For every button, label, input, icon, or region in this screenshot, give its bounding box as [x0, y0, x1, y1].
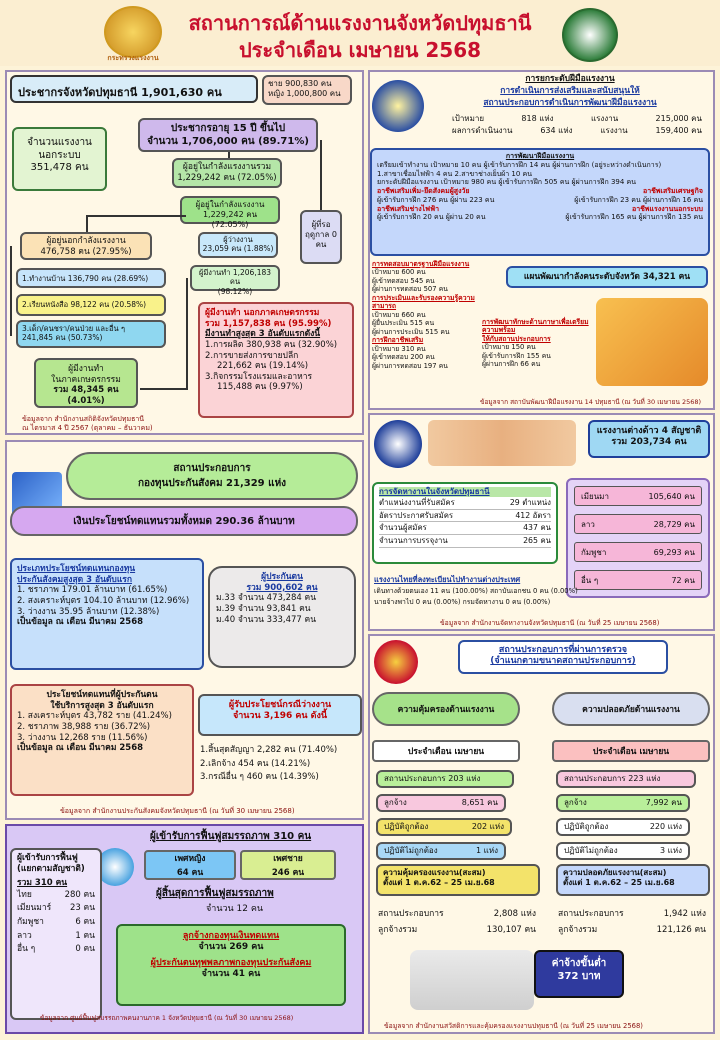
cert-applied: ผู้ยื่นประเมิน 515 คน: [372, 319, 435, 328]
skill-heading-2: การดำเนินการส่งเสริมและสนับสนุนให้: [500, 86, 640, 96]
nationality-row: [17, 916, 95, 930]
sso-count: กองทุนประกันสังคม 21,329 แห่ง: [137, 478, 287, 489]
left-noncompliant-label: ปฏิบัติไม่ถูกต้อง: [384, 846, 438, 855]
usage-item-1: 1. สงเคราะห์บุตร 43,782 ราย (41.24%): [17, 711, 172, 722]
employed-box: [190, 265, 280, 296]
benefit-types-title-2: ประกันสังคมสูงสุด 3 อันดับแรก: [17, 574, 133, 585]
occ-title: การฝึกอาชีพเสริม: [372, 336, 424, 345]
right-noncompliant: [556, 842, 690, 860]
nationality-title: ผู้เข้ารับการฟื้นฟู: [17, 853, 78, 863]
dev-box: [370, 148, 710, 256]
target-places: 818 แห่ง: [521, 114, 554, 123]
cum-left-places-value: 2,808 แห่ง: [493, 909, 536, 919]
rehab-source: ข้อมูลจาก ศูนย์ฟื้นฟูสมรรถภาพคนงานภาค 1 จังหวัดปทุมธานี (ณ วันที่ 30 เมษายน 2568): [40, 1014, 294, 1022]
left-noncompliant-value: 1 แห่ง: [476, 846, 498, 855]
usage-title: ประโยชน์ทดแทนที่ผู้ประกันตน: [46, 690, 158, 700]
cum-left-box: [376, 864, 540, 896]
abroad-row-1: เดินทางด้วยตนเอง 11 คน (100.00%) สถาบันเอกชน 0 คน (0.00%): [374, 587, 578, 595]
agri-box: [34, 358, 138, 408]
page-title: สถานการณ์ด้านแรงงานจังหวัดปทุมธานี: [188, 11, 532, 35]
lang-passed: ผู้ผ่านการฝึก 66 คน: [482, 360, 541, 369]
usage-item-2: 2. ชราภาพ 38,988 ราย (36.72%): [17, 721, 151, 732]
cum-right-employees-label: ลูกจ้างรวม: [558, 925, 598, 935]
insured-total: รวม 900,602 คน: [246, 582, 318, 593]
age15-value: จำนวน 1,706,000 คน (89.71%): [147, 135, 309, 147]
nationality-label: เมียนมาร์: [17, 903, 52, 914]
nationality-value: 280 คน: [64, 889, 95, 900]
in-force-value: 1,229,242 คน (72.05%): [177, 172, 277, 183]
connector: [86, 215, 186, 217]
employed-label: ผู้มีงานทำ 1,206,183 คน: [198, 268, 272, 287]
out-reason-1: 1.ทำงานบ้าน 136,790 คน (28.69%): [16, 268, 166, 288]
job-value: 265 คน: [523, 536, 551, 546]
female-label: เพศหญิง: [174, 854, 206, 864]
lang-block: [482, 318, 592, 369]
cum-right-period: ตั้งแต่ 1 ต.ค.62 – 25 เม.ย.68: [563, 878, 675, 887]
wage-illustration: [410, 950, 534, 1010]
cum-right-places-value: 1,942 แห่ง: [663, 909, 706, 919]
foreign-count: 105,640 คน: [648, 491, 695, 501]
out-of-force-value: 476,758 คน (27.95%): [40, 246, 132, 257]
occ-passed: ผู้ผ่านการทดสอบ 197 คน: [372, 361, 448, 370]
cum-left-employees-label: ลูกจ้างรวม: [378, 925, 418, 935]
nationality-row: [17, 943, 95, 957]
nationality-value: 1 คน: [75, 930, 95, 941]
safety-pill: ความปลอดภัยด้านแรงงาน: [552, 692, 710, 726]
left-compliant: [376, 818, 512, 836]
job-row: [379, 510, 551, 523]
sso-source: ข้อมูลจาก สำนักงานประกันสังคมจังหวัดปทุมธานี (ณ วันที่ 30 เมษายน 2568): [60, 807, 295, 815]
dev-elec-label: อาชีพเสริมช่างไฟฟ้า: [377, 204, 440, 213]
foreign-row: [574, 542, 702, 562]
male-box: [240, 850, 336, 880]
nationality-rows: [17, 889, 95, 957]
connector: [86, 215, 88, 232]
nationality-label: อื่น ๆ: [17, 944, 36, 955]
cum-right-title: ความปลอดภัยแรงงาน(สะสม): [563, 868, 667, 877]
population-gender: [262, 75, 352, 105]
std-target: เป้าหมาย 600 คน: [372, 268, 426, 277]
cum-right-places-label: สถานประกอบการ: [558, 909, 624, 919]
foreign-title-box: [588, 420, 710, 458]
unemployment-item-1: 1.สิ้นสุดสัญญา 2,282 คน (71.40%): [200, 745, 338, 755]
foreign-title: แรงงานต่างด้าว 4 สัญชาติ: [596, 426, 702, 436]
employed-value: (98.12%): [217, 286, 253, 296]
cum-right-box: [556, 864, 710, 896]
target-label: เป้าหมาย: [452, 114, 485, 123]
rehab-detail-box: [116, 924, 346, 1006]
benefit-type-3: 3. ว่างงาน 35.95 ล้านบาท (12.38%): [17, 606, 160, 617]
result-places: 634 แห่ง: [540, 126, 573, 135]
job-row: [379, 522, 551, 535]
foreign-count: 72 คน: [671, 575, 695, 585]
connector: [228, 152, 230, 158]
lang-title: การพัฒนาทักษะด้านภาษาเพื่อเตรียมความพร้อม: [482, 318, 589, 335]
left-compliant-label: ปฏิบัติถูกต้อง: [384, 822, 429, 831]
foreign-row: [574, 486, 702, 506]
skill-dept-logo: [372, 80, 424, 132]
month-right: ประจำเดือน เมษายน: [552, 740, 710, 762]
job-label: จำนวนการบรรจุงาน: [379, 536, 448, 546]
informal-label: จำนวนแรงงาน: [27, 137, 92, 148]
skill-source: ข้อมูลจาก สถาบันพัฒนาฝีมือแรงงาน 14 ปทุมธานี (ณ วันที่ 30 เมษายน 2568): [480, 398, 702, 406]
cum-right-employees-value: 121,126 คน: [656, 925, 706, 935]
disability-title: ผู้ประกันตนทุพพลภาพกองทุนประกันสังคม: [150, 957, 312, 968]
out-reason-3-label: 3.เด็ก/คนชรา/คนป่วย และอื่น ๆ: [22, 324, 126, 333]
cum-left-period: ตั้งแต่ 1 ต.ค.62 – 25 เม.ย.68: [383, 878, 495, 887]
foreign-count: 69,293 คน: [653, 547, 695, 557]
job-row: [379, 497, 551, 510]
right-noncompliant-value: 3 แห่ง: [660, 846, 682, 855]
unemployment-list: [200, 744, 360, 785]
top3-item-3-value: 115,488 คน (9.97%): [217, 382, 303, 393]
std-block: [372, 260, 482, 370]
foreign-count: 28,729 คน: [653, 519, 695, 529]
abroad-title: แรงงานไทยที่ลงทะเบียนไปทำงานต่างประเทศ: [374, 575, 521, 584]
right-places: สถานประกอบการ 223 แห่ง: [556, 770, 696, 788]
benefit-types-box: [10, 558, 204, 670]
occ-tested: ผู้เข้าทดสอบ 200 คน: [372, 353, 435, 362]
target-workers-label: แรงงาน: [590, 114, 619, 123]
job-box: [372, 482, 558, 564]
male-label: เพศชาย: [273, 854, 303, 864]
labour-force-value: 1,229,242 คน (72.05%): [202, 210, 258, 229]
connector: [320, 140, 322, 210]
usage-box: [10, 684, 194, 796]
inspection-subtitle: (จำแนกตามขนาดสถานประกอบการ): [490, 656, 636, 667]
top3-title: มีงานทำสูงสุด 3 อันดับแรกดังนี้: [205, 329, 321, 340]
right-compliant: [556, 818, 690, 836]
min-wage-value: 372 บาท: [557, 970, 601, 982]
left-employees-value: 8,651 คน: [461, 798, 498, 807]
right-noncompliant-label: ปฏิบัติไม่ถูกต้อง: [564, 846, 618, 855]
nationality-label: ลาว: [17, 930, 32, 941]
labour-protection-logo: [374, 640, 418, 684]
cum-left-title: ความคุ้มครองแรงงาน(สะสม): [383, 868, 486, 877]
ministry-logo: [104, 6, 162, 58]
cum-right-places: [558, 906, 706, 920]
cert-passed: ผู้ผ่านการประเมิน 515 คน: [372, 327, 450, 336]
top3-item-2-value: 221,662 คน (19.14%): [217, 361, 309, 372]
connector: [186, 278, 188, 388]
out-reason-3: [16, 320, 166, 348]
plan-box: แผนพัฒนากำลังคนระดับจังหวัด 34,321 คน: [506, 266, 708, 288]
insured-m33: ม.33 จำนวน 473,284 คน: [216, 593, 317, 604]
foreign-nationality: เมียนมา: [581, 491, 609, 501]
disability-value: จำนวน 41 คน: [201, 968, 261, 979]
right-employees: [556, 794, 690, 812]
benefit-type-1: 1. ชราภาพ 179.01 ล้านบาท (61.65%): [17, 585, 168, 596]
out-reason-2: 2.เรียนหนังสือ 98,122 คน (20.58%): [16, 294, 166, 316]
connector: [140, 388, 188, 390]
top3-item-3: 3.กิจกรรมโรงแรมและอาหาร: [205, 371, 313, 382]
cum-left-places: [378, 906, 536, 920]
foreign-total: รวม 203,734 คน: [611, 437, 687, 448]
agri-label-2: ในภาคเกษตรกรรม: [51, 374, 121, 385]
nationality-box: [10, 848, 102, 1020]
min-wage-box: [534, 950, 624, 998]
agri-value: รวม 48,345 คน (4.01%): [53, 385, 119, 406]
right-employees-value: 7,992 คน: [645, 798, 682, 807]
benefit-types-source: เป็นข้อมูล ณ เดือน มีนาคม 2568: [17, 617, 144, 628]
foreign-nationality: ลาว: [581, 519, 595, 529]
foreign-row: [574, 570, 702, 590]
result-workers-label: แรงงาน: [600, 126, 628, 135]
left-places: สถานประกอบการ 203 แห่ง: [376, 770, 514, 788]
skill-heading-3: สถานประกอบการดำเนินการพัฒนาฝีมือแรงงาน: [483, 98, 657, 108]
non-agri-label: ผู้มีงานทำ นอกภาคเกษตรกรรม: [205, 308, 320, 318]
sso-title-box: [66, 452, 358, 500]
job-rows: [379, 497, 551, 548]
nationality-subtitle: (แยกตามสัญชาติ): [17, 863, 85, 874]
insured-box: [208, 566, 356, 668]
cum-left-employees-value: 130,107 คน: [486, 925, 536, 935]
unemployment-item-3: 3.กรณีอื่น ๆ 460 คน (14.39%): [200, 772, 319, 783]
population-source-period: ณ ไตรมาส 4 ปี 2567 (ตุลาคม – ธันวาคม): [22, 424, 153, 432]
agri-label: ผู้มีงานทำ: [68, 364, 104, 374]
nationality-value: 6 คน: [75, 917, 95, 928]
dev-econ-label: อาชีพเสริมเศรษฐกิจ: [643, 187, 703, 195]
comp-fund-value: จำนวน 269 คน: [198, 942, 264, 953]
unemployment-item-2: 2.เลิกจ้าง 454 คน (14.21%): [200, 758, 311, 769]
benefit-types-title: ประเภทประโยชน์ทดแทนกองทุน: [17, 564, 136, 574]
seasonal-box: ผู้ที่รอฤดูกาล 0 คน: [300, 210, 342, 264]
nationality-value: 0 คน: [75, 944, 95, 955]
page-subtitle: ประจำเดือน เมษายน 2568: [238, 38, 482, 62]
skill-result-row: [452, 124, 702, 137]
lang-title-2: ให้กับสถานประกอบการ: [482, 334, 551, 343]
dev-econ-value: ผู้เข้ารับการฝึก 23 คน ผู้ผ่านการฝึก 16 คน: [574, 195, 703, 204]
right-compliant-label: ปฏิบัติถูกต้อง: [564, 822, 609, 831]
inspection-source: ข้อมูลจาก สำนักงานสวัสดิการและคุ้มครองแรงงานปทุมธานี (ณ วันที่ 25 เมษายน 2568): [384, 1022, 643, 1030]
unemployment-title-box: [198, 694, 362, 736]
foreign-workers-illustration: [428, 420, 576, 466]
out-reason-3-value: 241,845 คน (50.73%): [22, 333, 103, 343]
dev-elder-value: ผู้เข้ารับการฝึก 276 คน ผู้ผ่าน 223 คน: [377, 195, 495, 204]
in-force-box: [172, 158, 282, 188]
unemployed-box: [198, 232, 278, 258]
result-label: ผลการดำเนินงาน: [452, 126, 513, 135]
right-employees-label: ลูกจ้าง: [564, 798, 587, 807]
inspection-title: สถานประกอบการที่ผ่านการตรวจ: [498, 645, 628, 655]
connector: [10, 246, 12, 336]
out-of-force-box: [20, 232, 152, 260]
informal-value: 351,478 คน: [30, 162, 89, 173]
job-title: การจัดหางานในจังหวัดปทุมธานี: [379, 487, 551, 497]
informal-box: [12, 127, 107, 191]
cert-target: เป้าหมาย 660 คน: [372, 310, 426, 319]
comp-fund-title: ลูกจ้างกองทุนเงินทดแทน: [182, 931, 280, 941]
non-agri-value: รวม 1,157,838 คน (95.99%): [205, 318, 332, 329]
male-count: ชาย 900,830 คน: [268, 79, 332, 88]
age15-box: [138, 118, 318, 152]
dev-informal-label: อาชีพแรงงานนอกระบบ: [632, 204, 703, 213]
labour-force-box: [180, 196, 280, 229]
left-noncompliant: [376, 842, 506, 860]
employment-dept-logo: [374, 420, 422, 468]
nationality-label: กัมพูชา: [17, 917, 44, 928]
nationality-label: ไทย: [17, 889, 32, 900]
labour-force-label: ผู้อยู่ในกำลังแรงงาน: [195, 200, 265, 209]
job-value: 412 อัตรา: [515, 510, 551, 520]
foreign-nationality: กัมพูชา: [581, 547, 607, 557]
informal-label-2: นอกระบบ: [38, 149, 81, 161]
job-label: อัตราประกาศรับสมัคร: [379, 510, 454, 520]
min-wage-label: ค่าจ้างขั้นต่ำ: [551, 958, 607, 969]
skill-heading-1: การยกระดับฝีมือแรงงาน: [525, 74, 615, 84]
protect-pill: ความคุ้มครองด้านแรงงาน: [372, 692, 520, 726]
usage-title-2: ใช้บริการสูงสุด 3 อันดับแรก: [50, 700, 154, 711]
unemployed-value: 23,059 คน (1.88%): [202, 244, 274, 254]
cum-right-employees: [558, 922, 706, 936]
insured-title: ผู้ประกันตน: [261, 572, 303, 582]
female-count: หญิง 1,000,800 คน: [268, 89, 341, 98]
dev-elec-value: ผู้เข้ารับการฝึก 20 คน ผู้ผ่าน 20 คน: [377, 213, 486, 222]
age15-label: ประชากรอายุ 15 ปี ขึ้นไป: [170, 123, 286, 134]
job-value: 437 คน: [523, 523, 551, 533]
dev-upgrade: ยกระดับฝีมือแรงงาน เป้าหมาย 980 คน ผู้เข้ารับการฝึก 505 คน ผู้ผ่านการฝึก 394 คน: [377, 178, 636, 187]
ministry-logo-text: กระทรวงแรงงาน: [107, 54, 159, 62]
job-label: จำนวนผู้สมัคร: [379, 523, 427, 533]
non-agri-box: [198, 302, 354, 418]
out-of-force-label: ผู้อยู่นอกกำลังแรงงาน: [46, 236, 126, 246]
dev-prep-branches: 1.สาขาเชื่อมไฟฟ้า 4 คน 2.สาขาช่างเย็บผ้า 10 คน: [377, 169, 533, 178]
benefit-type-2: 2. สงเคราะห์บุตร 104.10 ล้านบาท (12.96%): [17, 595, 190, 606]
sso-benefit-box: เงินประโยชน์ทดแทนรวมทั้งหมด 290.36 ล้านบาท: [10, 506, 358, 536]
insured-m39: ม.39 จำนวน 93,841 คน: [216, 603, 311, 614]
rehab-end-value: จำนวน 12 คน: [206, 904, 264, 914]
dev-informal-value: ผู้เข้ารับการฝึก 165 คน ผู้ผ่านการฝึก 135 คน: [565, 213, 703, 222]
female-box: [144, 850, 236, 880]
right-compliant-value: 220 แห่ง: [649, 822, 682, 831]
left-employees-label: ลูกจ้าง: [384, 798, 407, 807]
result-workers: 159,400 คน: [655, 126, 702, 135]
dev-prep: เตรียมเข้าทำงาน เป้าหมาย 10 คน ผู้เข้ารับการฝึก 14 คน ผู้ผ่านการฝึก (อยู่ระหว่างดำเนินการ): [377, 160, 662, 169]
occ-target: เป้าหมาย 310 คน: [372, 344, 426, 353]
nationality-total: รวม 310 คน: [17, 878, 68, 889]
abroad-row-2: นายจ้างพาไป 0 คน (0.00%) กรมจัดหางาน 0 คน (0.00%): [374, 598, 551, 606]
target-workers: 215,000 คน: [655, 114, 702, 123]
usage-item-3: 3. ว่างงาน 12,268 ราย (11.56%): [17, 732, 148, 743]
insured-m40: ม.40 จำนวน 333,477 คน: [216, 614, 317, 625]
month-left: ประจำเดือน เมษายน: [372, 740, 520, 762]
std-passed: ผู้ผ่านการทดสอบ 507 คน: [372, 285, 448, 294]
employment-source: ข้อมูลจาก สำนักงานจัดหางานจังหวัดปทุมธานี (ณ วันที่ 25 เมษายน 2568): [440, 619, 660, 627]
top3-item-1: 1.การผลิต 380,938 คน (32.90%): [205, 339, 338, 350]
usage-source: เป็นข้อมูล ณ เดือน มีนาคม 2568: [17, 743, 144, 754]
nationality-row: [17, 889, 95, 903]
sso-title: สถานประกอบการ: [173, 463, 251, 474]
population-source: ข้อมูลจาก สำนักงานสถิติจังหวัดปทุมธานี: [22, 415, 145, 423]
lang-target: เป้าหมาย 150 คน: [482, 343, 536, 352]
top3-item-2: 2.การขายส่งการขายปลีก: [205, 350, 299, 361]
inspection-title-box: [458, 640, 668, 674]
cert-title: การประเมินและรับรองความรู้ความสามารถ: [372, 293, 475, 311]
rehab-end-title: ผู้สิ้นสุดการฟื้นฟูสมรรถภาพ: [156, 888, 274, 899]
std-title: การทดสอบมาตรฐานฝีมือแรงงาน: [372, 260, 470, 268]
population-title: ประชากรจังหวัดปทุมธานี 1,901,630 คน: [10, 75, 258, 103]
workers-illustration: [596, 298, 708, 386]
in-force-label: ผู้อยู่ในกำลังแรงงานรวม: [182, 162, 272, 172]
job-row: [379, 535, 551, 548]
left-employees: [376, 794, 506, 812]
foreign-nationality: อื่น ๆ: [581, 575, 599, 585]
job-value: 29 ตำแหน่ง: [509, 498, 551, 507]
unemployed-label: ผู้ว่างงาน: [223, 235, 253, 244]
job-label: ตำแหน่งงานที่รับสมัคร: [379, 498, 455, 507]
nationality-value: 23 คน: [69, 903, 95, 914]
nationality-row: [17, 930, 95, 944]
std-tested: ผู้เข้าทดสอบ 545 คน: [372, 276, 435, 285]
dev-elder-label: อาชีพเสริมเพิ่ม-ยึดสังคมผู้สูงวัย: [377, 187, 470, 195]
foreign-row: [574, 514, 702, 534]
lang-trained: ผู้เข้ารับการฝึก 155 คน: [482, 351, 551, 360]
unemployment-total: จำนวน 3,196 คน ดังนี้: [232, 711, 328, 722]
female-value: 64 คน: [176, 868, 204, 878]
province-logo: [562, 8, 618, 62]
male-value: 246 คน: [271, 868, 305, 878]
left-compliant-value: 202 แห่ง: [471, 822, 504, 831]
unemployment-title: ผู้รับประโยชน์กรณีว่างงาน: [228, 700, 332, 710]
cum-left-places-label: สถานประกอบการ: [378, 909, 444, 919]
rehab-title: ผู้เข้ารับการฟื้นฟูสมรรถภาพ 310 คน: [150, 831, 312, 842]
nationality-row: [17, 902, 95, 916]
dev-title: การพัฒนาฝีมือแรงงาน: [505, 152, 575, 160]
cum-left-employees: [378, 922, 536, 936]
